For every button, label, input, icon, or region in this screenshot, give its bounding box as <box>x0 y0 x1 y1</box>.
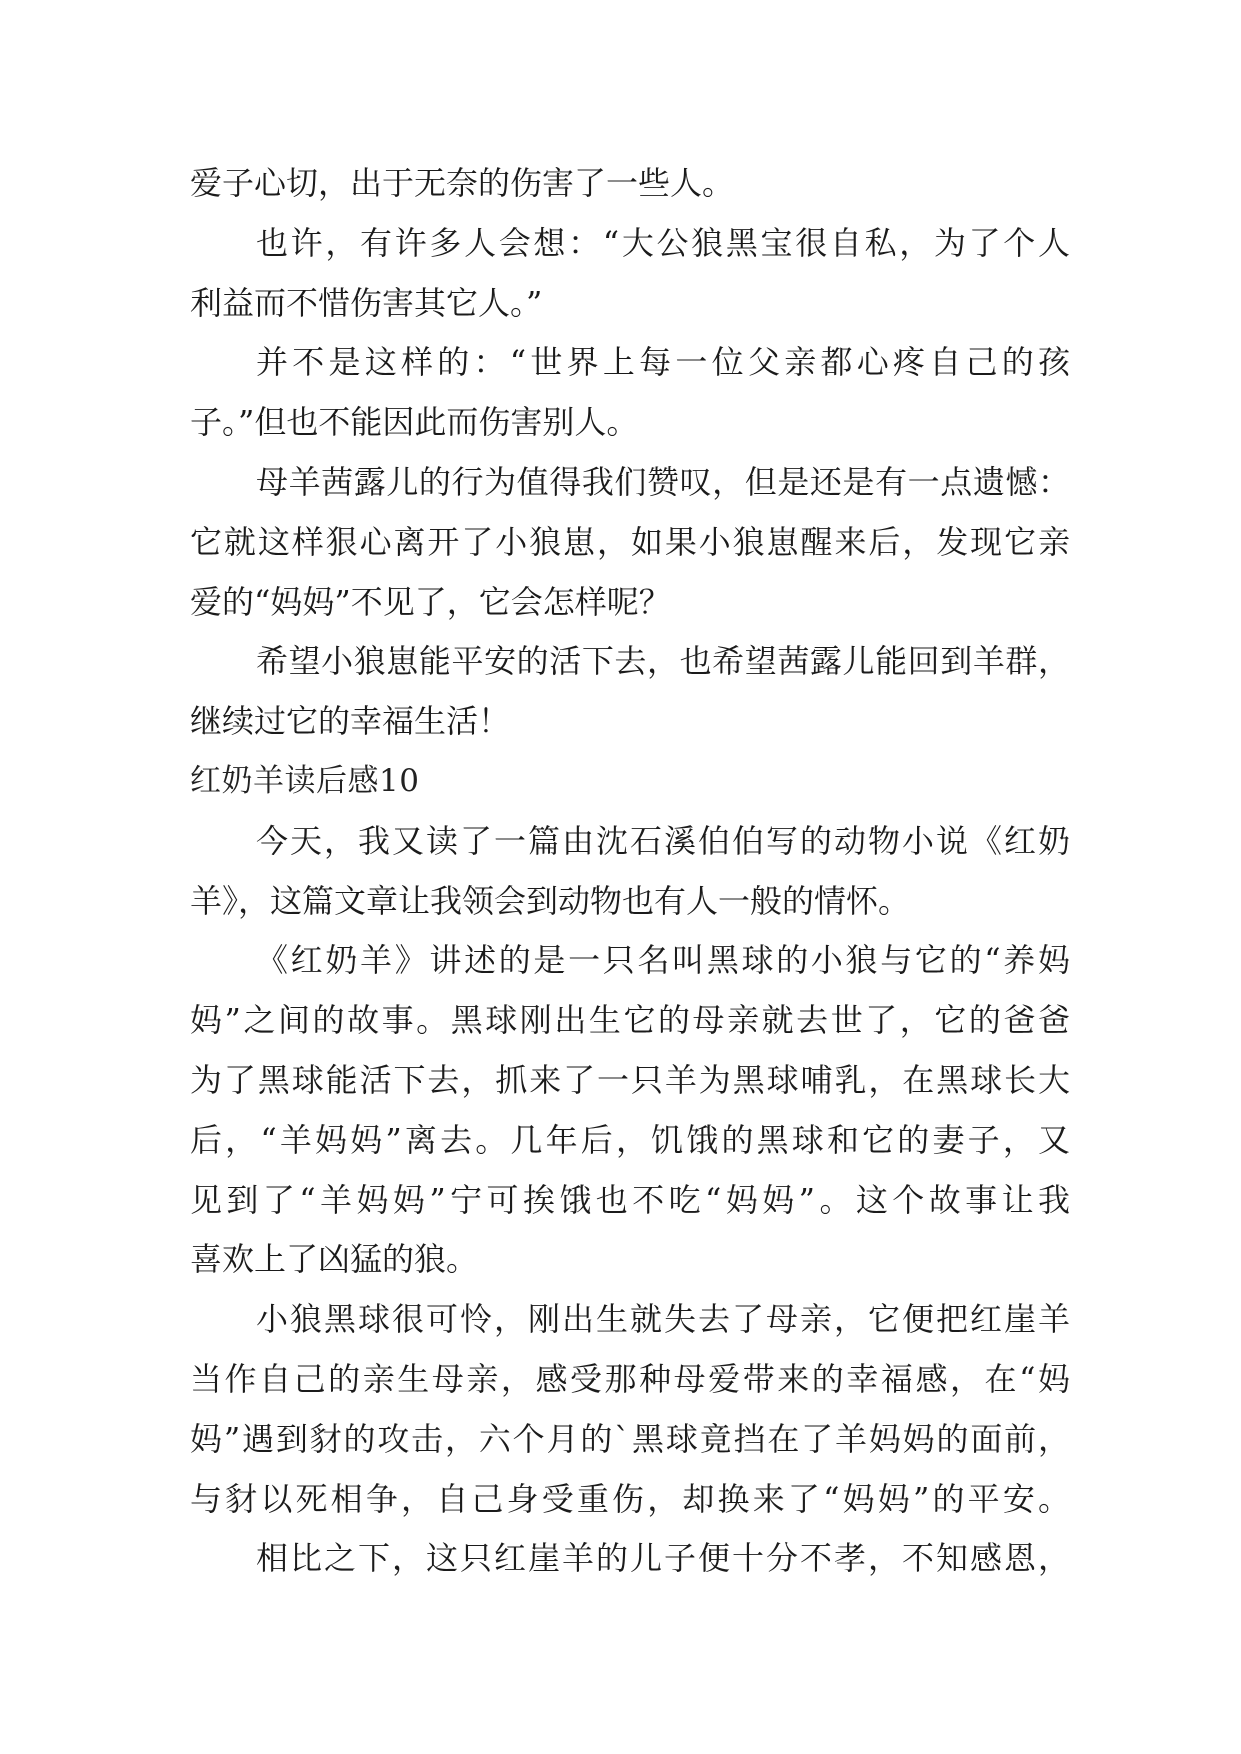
paragraph <box>190 931 1070 1290</box>
text-line: 《红奶羊》讲述的是一只名叫黑球的小狼与它的“养妈 <box>256 941 1070 980</box>
text-line: 与豺以死相争，自己身受重伤，却换来了“妈妈”的平安。 <box>190 1479 1070 1518</box>
paragraph <box>190 453 1070 632</box>
paragraph <box>190 632 1070 752</box>
paragraph <box>190 333 1070 453</box>
text-line: 相比之下，这只红崖羊的儿子便十分不孝，不知感恩， <box>256 1539 1070 1578</box>
paragraph <box>190 1529 1070 1589</box>
text-line: 羊》，这篇文章让我领会到动物也有人一般的情怀。 <box>190 881 911 920</box>
text-line: 见到了“羊妈妈”宁可挨饿也不吃“妈妈”。这个故事让我 <box>190 1180 1070 1219</box>
text-line: 也许，有许多人会想：“大公狼黑宝很自私，为了个人 <box>256 223 1070 262</box>
section-heading: 红奶羊读后感10 <box>190 762 420 799</box>
text-line: 母羊茜露儿的行为值得我们赞叹，但是还是有一点遗憾： <box>256 462 1070 501</box>
text-line: 妈”之间的故事。黑球刚出生它的母亲就去世了，它的爸爸 <box>190 1001 1070 1040</box>
text-line: 希望小狼崽能平安的活下去，也希望茜露儿能回到羊群， <box>256 642 1070 681</box>
paragraph <box>190 154 1070 214</box>
text-line: 它就这样狠心离开了小狼崽，如果小狼崽醒来后，发现它亲 <box>190 522 1070 561</box>
paragraph <box>190 214 1070 334</box>
text-line: 爱子心切，出于无奈的伤害了一些人。 <box>190 164 735 202</box>
text-line: 妈”遇到豺的攻击，六个月的`黑球竟挡在了羊妈妈的面前， <box>190 1419 1070 1458</box>
text-line: 子。”但也不能因此而伤害别人。 <box>190 403 639 442</box>
text-line: 并不是这样的：“世界上每一位父亲都心疼自己的孩 <box>256 343 1070 382</box>
paragraph <box>190 812 1070 932</box>
text-line: 喜欢上了凶猛的狼。 <box>190 1240 479 1279</box>
document-body <box>190 154 1070 1589</box>
paragraph <box>190 1290 1070 1529</box>
text-line: 小狼黑球很可怜，刚出生就失去了母亲，它便把红崖羊 <box>256 1300 1070 1339</box>
text-line: 今天，我又读了一篇由沈石溪伯伯写的动物小说《红奶 <box>256 821 1070 860</box>
text-line: 为了黑球能活下去，抓来了一只羊为黑球哺乳，在黑球长大 <box>190 1060 1070 1099</box>
text-line: 利益而不惜伤害其它人。” <box>190 283 543 322</box>
text-line: 爱的“妈妈”不见了，它会怎样呢？ <box>190 582 671 621</box>
text-line: 后，“羊妈妈”离去。几年后，饥饿的黑球和它的妻子，又 <box>190 1120 1070 1159</box>
text-line: 当作自己的亲生母亲，感受那种母爱带来的幸福感，在“妈 <box>190 1359 1070 1398</box>
text-line: 继续过它的幸福生活！ <box>190 702 511 741</box>
